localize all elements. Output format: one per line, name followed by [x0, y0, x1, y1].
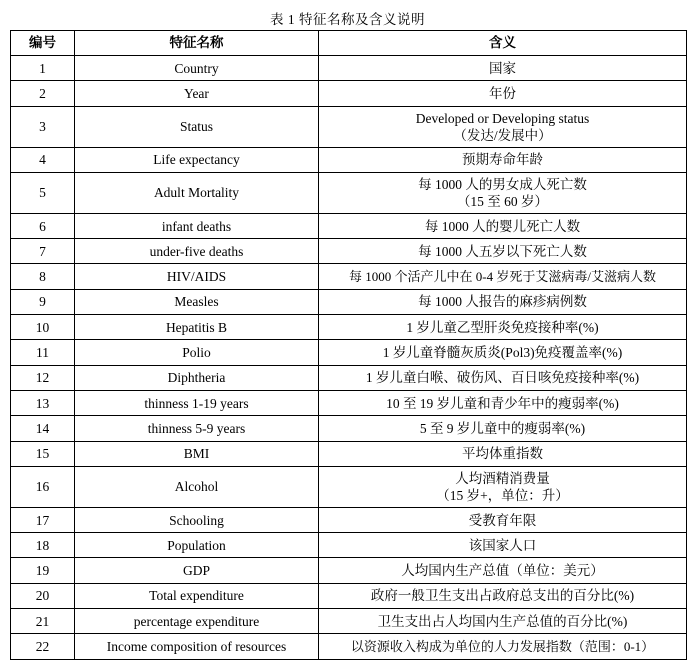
meaning-line: 人均酒精消费量: [455, 470, 550, 486]
cell-id: 18: [11, 533, 75, 558]
cell-meaning: [319, 81, 687, 106]
cell-meaning: [319, 466, 687, 507]
table-row: [11, 81, 687, 106]
cell-id: 13: [11, 390, 75, 415]
meaning-line: 平均体重指数: [462, 446, 543, 462]
table-row: [11, 609, 687, 634]
cell-id: 14: [11, 416, 75, 441]
cell-id: 19: [11, 558, 75, 583]
table-row: [11, 289, 687, 314]
meaning-line: （15 岁+，单位：升）: [436, 487, 569, 503]
meaning-line: 10 至 19 岁儿童和青少年中的瘦弱率(%): [386, 395, 619, 411]
cell-meaning: [319, 507, 687, 532]
cell-feature-name: Measles: [75, 289, 319, 314]
cell-feature-name: under-five deaths: [75, 239, 319, 264]
table-row: [11, 147, 687, 172]
cell-feature-name: Polio: [75, 340, 319, 365]
meaning-line: 1 岁儿童脊髓灰质炎(Pol3)免疫覆盖率(%): [382, 345, 623, 361]
cell-meaning: [319, 315, 687, 340]
meaning-line: 政府一般卫生支出占政府总支出的百分比(%): [370, 588, 635, 604]
cell-id: 3: [11, 106, 75, 147]
cell-id: 16: [11, 466, 75, 507]
cell-feature-name: BMI: [75, 441, 319, 466]
meaning-line: 人均国内生产总值（单位：美元）: [401, 563, 604, 579]
cell-id: 2: [11, 81, 75, 106]
table-row: [11, 365, 687, 390]
table-row: [11, 340, 687, 365]
cell-meaning: [319, 441, 687, 466]
cell-meaning: [319, 609, 687, 634]
meaning-line: 1 岁儿童白喉、破伤风、百日咳免疫接种率(%): [365, 370, 640, 386]
cell-id: 10: [11, 315, 75, 340]
meaning-line: 受教育年限: [468, 512, 537, 528]
table-row: [11, 390, 687, 415]
cell-feature-name: thinness 1-19 years: [75, 390, 319, 415]
cell-id: 4: [11, 147, 75, 172]
cell-meaning: [319, 583, 687, 608]
table-row: [11, 56, 687, 81]
table-row: [11, 315, 687, 340]
cell-meaning: [319, 390, 687, 415]
cell-id: 12: [11, 365, 75, 390]
table-row: [11, 558, 687, 583]
cell-feature-name: infant deaths: [75, 213, 319, 238]
meaning-line: 国家: [489, 60, 516, 76]
cell-feature-name: Year: [75, 81, 319, 106]
meaning-line: 以资源收入构成为单位的人力发展指数（范围：0-1）: [350, 638, 655, 654]
meaning-line: 每 1000 人的男女成人死亡数: [418, 176, 587, 192]
meaning-line: 每 1000 个活产儿中在 0-4 岁死于艾滋病毒/艾滋病人数: [349, 269, 656, 285]
cell-feature-name: Income composition of resources: [75, 634, 319, 659]
cell-id: 1: [11, 56, 75, 81]
cell-feature-name: Life expectancy: [75, 147, 319, 172]
cell-meaning: [319, 264, 687, 289]
cell-meaning: [319, 56, 687, 81]
cell-id: 22: [11, 634, 75, 659]
cell-id: 7: [11, 239, 75, 264]
cell-meaning: [319, 558, 687, 583]
meaning-line: 预期寿命年龄: [462, 152, 543, 168]
cell-meaning: [319, 213, 687, 238]
table-row: [11, 239, 687, 264]
cell-feature-name: Status: [75, 106, 319, 147]
header-meaning: 含义: [319, 31, 687, 56]
cell-feature-name: Population: [75, 533, 319, 558]
meaning-line: 每 1000 人的婴儿死亡人数: [424, 218, 581, 234]
table-row: [11, 583, 687, 608]
header-feature-name: 特征名称: [75, 31, 319, 56]
table-row: [11, 172, 687, 213]
table-row: [11, 416, 687, 441]
meaning-line: （发达/发展中）: [453, 127, 552, 143]
cell-feature-name: percentage expenditure: [75, 609, 319, 634]
cell-id: 8: [11, 264, 75, 289]
cell-feature-name: GDP: [75, 558, 319, 583]
cell-feature-name: Adult Mortality: [75, 172, 319, 213]
cell-meaning: [319, 416, 687, 441]
cell-id: 20: [11, 583, 75, 608]
cell-id: 9: [11, 289, 75, 314]
header-id: 编号: [11, 31, 75, 56]
table-row: [11, 533, 687, 558]
meaning-line: Developed or Developing status: [415, 110, 590, 126]
cell-meaning: [319, 533, 687, 558]
cell-id: 5: [11, 172, 75, 213]
meaning-line: 卫生支出占人均国内生产总值的百分比(%): [377, 613, 628, 629]
cell-meaning: [319, 634, 687, 659]
cell-feature-name: HIV/AIDS: [75, 264, 319, 289]
cell-feature-name: Country: [75, 56, 319, 81]
cell-id: 17: [11, 507, 75, 532]
cell-meaning: [319, 147, 687, 172]
table-row: [11, 264, 687, 289]
cell-feature-name: Diphtheria: [75, 365, 319, 390]
table-caption: 表 1 特征名称及含义说明: [270, 12, 425, 27]
cell-feature-name: thinness 5-9 years: [75, 416, 319, 441]
meaning-line: 5 至 9 岁儿童中的瘦弱率(%): [419, 420, 586, 436]
table-row: [11, 507, 687, 532]
meaning-line: 该国家人口: [468, 537, 537, 553]
meaning-line: 每 1000 人报告的麻疹病例数: [418, 294, 587, 310]
table-body: [11, 56, 687, 660]
meaning-line: 每 1000 人五岁以下死亡人数: [418, 243, 587, 259]
meaning-line: （15 至 60 岁）: [456, 193, 549, 209]
cell-feature-name: Total expenditure: [75, 583, 319, 608]
table-row: [11, 213, 687, 238]
table-row: [11, 106, 687, 147]
cell-id: 11: [11, 340, 75, 365]
feature-table: [10, 30, 687, 660]
table-row: [11, 466, 687, 507]
cell-id: 6: [11, 213, 75, 238]
cell-meaning: [319, 340, 687, 365]
cell-meaning: [319, 172, 687, 213]
cell-meaning: [319, 289, 687, 314]
cell-id: 21: [11, 609, 75, 634]
table-row: [11, 634, 687, 659]
meaning-line: 年份: [489, 85, 516, 101]
cell-feature-name: Hepatitis B: [75, 315, 319, 340]
cell-feature-name: Alcohol: [75, 466, 319, 507]
cell-id: 15: [11, 441, 75, 466]
cell-meaning: [319, 239, 687, 264]
table-header-row: [11, 31, 687, 56]
cell-meaning: [319, 106, 687, 147]
cell-meaning: [319, 365, 687, 390]
meaning-line: 1 岁儿童乙型肝炎免疫接种率(%): [406, 319, 599, 335]
table-row: [11, 441, 687, 466]
cell-feature-name: Schooling: [75, 507, 319, 532]
